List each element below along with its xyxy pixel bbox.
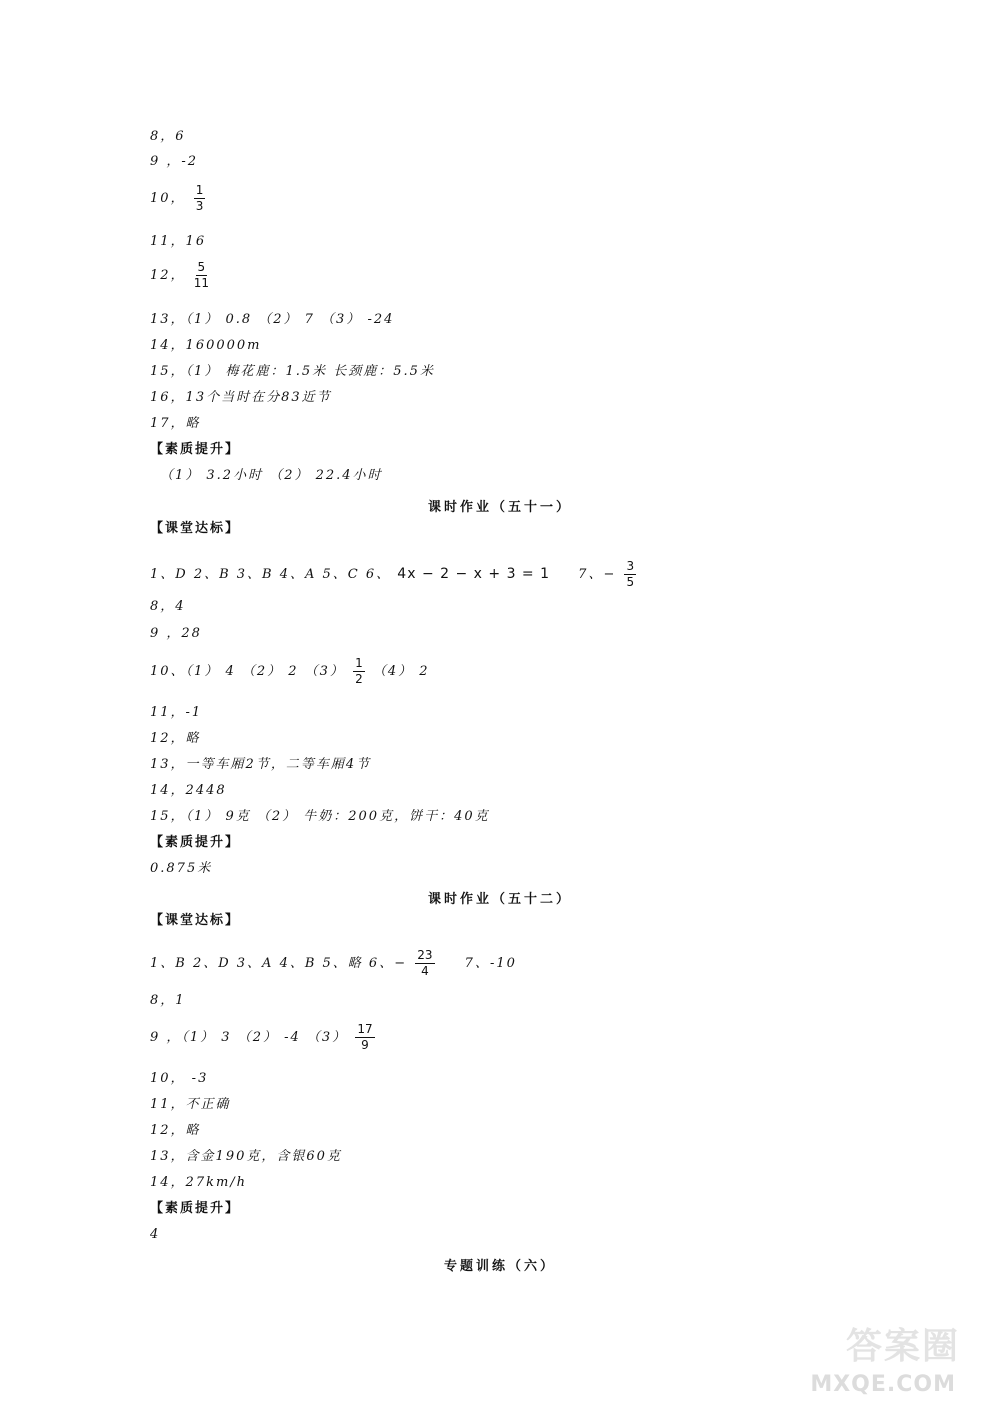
section-heading: 【课堂达标】 (150, 913, 241, 928)
answer-7: 7、-10 (464, 956, 517, 972)
fraction-denominator: 11 (193, 276, 209, 291)
fraction (355, 1023, 374, 1052)
answer-17: 17，略 (150, 416, 201, 431)
fraction (194, 184, 206, 213)
section-title: 课时作业（五十二） (427, 892, 572, 907)
fraction-numerator: 3 (624, 560, 636, 575)
fraction-denominator: 4 (421, 964, 429, 979)
answer-9 (150, 1023, 377, 1052)
answer-9: 9 ，-2 (150, 154, 199, 169)
section-heading: 【素质提升】 (150, 1201, 241, 1216)
fraction (415, 949, 434, 978)
answer-8: 8，4 (150, 599, 186, 614)
answer-improve: （1） 3.2小时 （2） 22.4小时 (160, 468, 383, 483)
answer-15: 15，（1） 9克 （2） 牛奶：200克，饼干：40克 (150, 809, 490, 824)
answer-11: 11，-1 (150, 705, 203, 720)
answer-9: 9 ，28 (150, 626, 202, 641)
answer-13: 13，一等车厢2节，二等车厢4节 (150, 757, 372, 772)
answer-13: 13，含金190克，含银60克 (150, 1149, 342, 1164)
answer-improve: 0.875米 (150, 861, 213, 876)
answer-8: 8，1 (150, 993, 186, 1008)
fraction-numerator: 1 (194, 184, 206, 199)
answer-11: 11，16 (150, 234, 207, 249)
answer-16: 16，13个当时在分83近节 (150, 390, 332, 405)
answer-13: 13，（1） 0.8 （2） 7 （3） -24 (150, 312, 395, 327)
fraction (624, 560, 636, 589)
fraction-numerator: 17 (355, 1023, 374, 1038)
answer-12-label: 12， (150, 268, 186, 284)
fraction-denominator: 5 (626, 575, 635, 590)
answer-improve: 4 (150, 1227, 161, 1242)
section-heading: 【课堂达标】 (150, 521, 241, 536)
answer-12: 12，略 (150, 1123, 201, 1138)
section-title: 课时作业（五十一） (427, 500, 572, 515)
answers-1-6-text: 1、D 2、B 3、B 4、A 5、C 6、 (150, 567, 392, 583)
answer-10-label: 10， (150, 191, 186, 207)
answer-10-text: 10、（1） 4 （2） 2 （3） (150, 664, 345, 680)
answer-15: 15，（1） 梅花鹿：1.5米 长颈鹿：5.5米 (150, 364, 435, 379)
answer-14: 14，160000m (150, 338, 262, 353)
answer-14: 14，27km/h (150, 1175, 248, 1190)
answers-1-7 (150, 949, 517, 978)
section-title: 专题训练（六） (443, 1259, 556, 1274)
section-heading: 【素质提升】 (150, 835, 241, 850)
fraction-numerator: 23 (415, 949, 434, 964)
answer-10 (150, 184, 207, 213)
equation: 4x − 2 − x + 3 = 1 (397, 566, 551, 583)
answer-14: 14，2448 (150, 783, 227, 798)
answers-1-6-text: 1、B 2、D 3、A 4、B 5、略 6、− (150, 956, 408, 972)
watermark-logo (810, 1318, 960, 1398)
fraction-denominator: 3 (195, 199, 204, 214)
fraction (194, 261, 209, 290)
answer-12: 12，略 (150, 731, 201, 746)
fraction-denominator: 9 (361, 1038, 369, 1053)
answer-12 (150, 261, 211, 290)
answer-11: 11，不正确 (150, 1097, 231, 1112)
watermark-url: MXQE.COM (810, 1372, 956, 1397)
fraction-denominator: 2 (355, 672, 363, 687)
answer-7-label: 7、− (578, 567, 617, 583)
fraction-numerator: 1 (353, 657, 365, 672)
answer-10: 10， -3 (150, 1071, 209, 1086)
answers-1-7 (150, 560, 638, 589)
answer-9-text: 9 ，（1） 3 （2） -4 （3） (150, 1030, 348, 1046)
section-heading: 【素质提升】 (150, 442, 241, 457)
answer-10-tail: （4） 2 (372, 664, 430, 680)
watermark-text: 答案圈 (845, 1326, 960, 1367)
answer-8: 8，6 (150, 129, 186, 144)
fraction (353, 657, 365, 686)
answer-10 (150, 657, 430, 686)
fraction-numerator: 5 (196, 261, 208, 276)
